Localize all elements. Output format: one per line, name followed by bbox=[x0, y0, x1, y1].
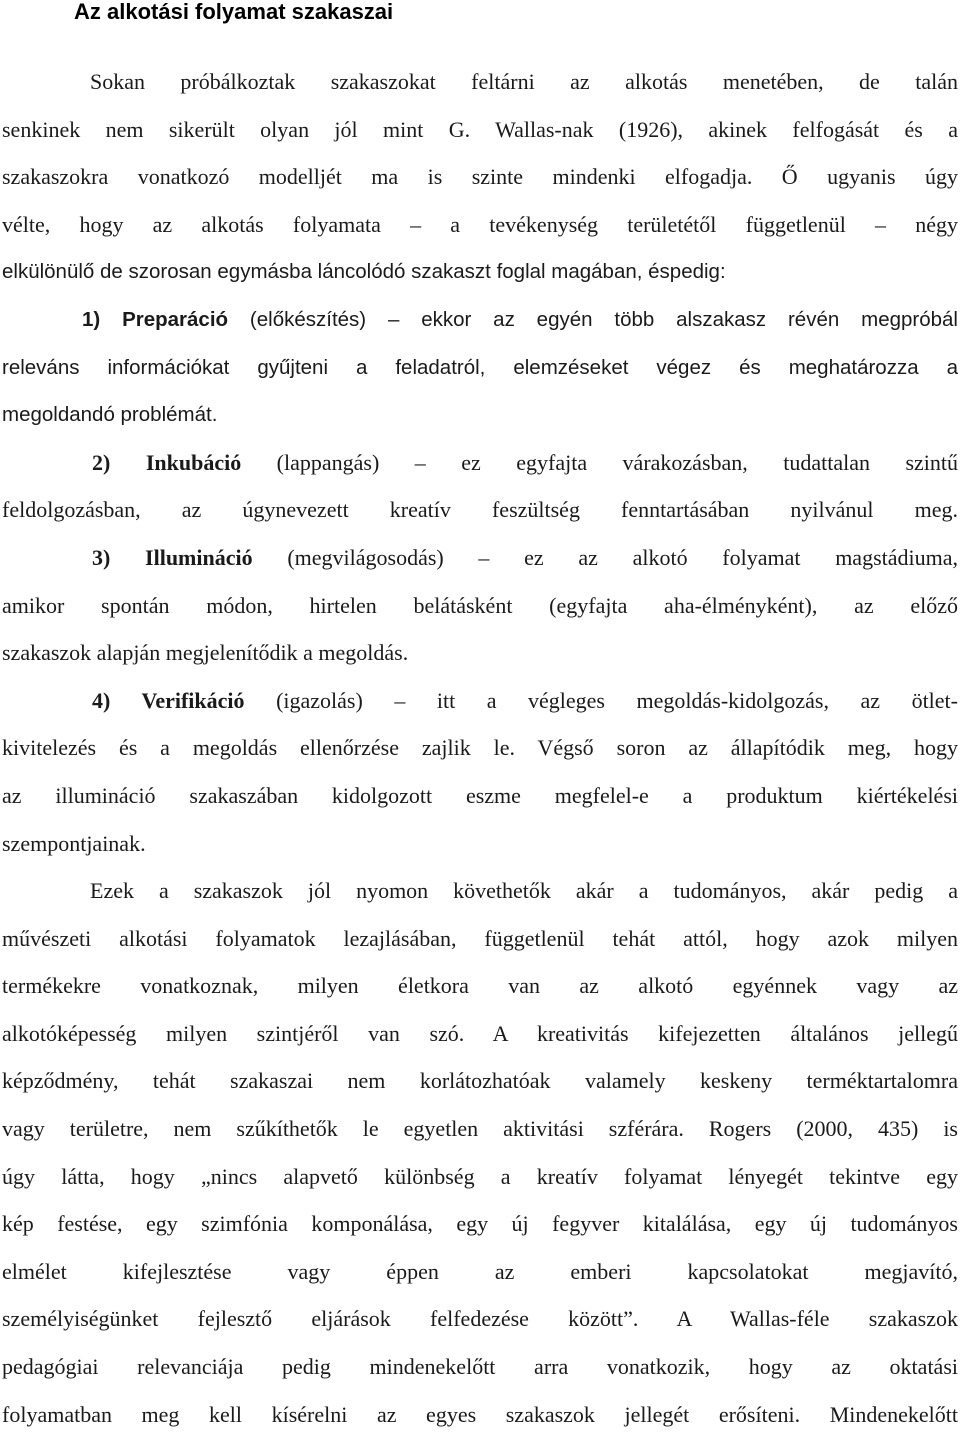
text-line: folyamatban meg kell kísérelni az egyes szakaszok jellegét erősíteni. Mindenekelőtt bbox=[2, 1401, 958, 1427]
text-line: személyiségünket fejlesztő eljárások felfedezése között”. A Wallas-féle szakaszok bbox=[2, 1306, 958, 1332]
stage-4-line bbox=[2, 677, 958, 725]
stage-1-term: Preparáció bbox=[122, 307, 229, 331]
text-line: szakaszokra vonatkozó modelljét ma is szinte mindenki elfogadja. Ő ugyanis úgy bbox=[2, 164, 958, 190]
text-line: releváns információkat gyűjteni a feladatról, elemzéseket végez és meghatározza a bbox=[2, 355, 958, 379]
text-line: vagy területre, nem szűkíthetők le egyetlen aktivitási szférára. Rogers (2000, 435) is bbox=[2, 1116, 958, 1142]
stage-1-number: 1) bbox=[82, 307, 123, 331]
stage-2-description: (lappangás) – ez egyfajta várakozásban, tudattalan szintű bbox=[241, 449, 959, 475]
text-line: kivitelezés és a megoldás ellenőrzése zajlik le. Végső soron az állapítódik meg, hogy bbox=[2, 735, 958, 761]
text-line: megoldandó problémát. bbox=[2, 403, 218, 427]
text-line: elmélet kifejlesztése vagy éppen az emberi kapcsolatokat megjavító, bbox=[2, 1258, 958, 1284]
text-line: Ezek a szakaszok jól nyomon követhetők akár a tudományos, akár pedig a bbox=[90, 878, 958, 904]
stage-3-description: (megvilágosodás) – ez az alkotó folyamat magstádiuma, bbox=[252, 544, 958, 570]
stage-3-term: Illumináció bbox=[145, 544, 253, 570]
stage-4-number: 4) bbox=[92, 687, 142, 713]
text-line: pedagógiai relevanciája pedig mindenekelőtt arra vonatkozik, hogy az oktatási bbox=[2, 1354, 958, 1380]
text-line: feldolgozásban, az úgynevezett kreatív feszültség fenntartásában nyilvánul meg. bbox=[2, 497, 958, 523]
stage-3-line bbox=[2, 534, 958, 582]
text-line: kép festése, egy szimfónia komponálása, egy új fegyver kitalálása, egy új tudományos bbox=[2, 1211, 958, 1237]
text-line: amikor spontán módon, hirtelen belátásként (egyfajta aha-élményként), az előző bbox=[2, 592, 958, 618]
text-line: szakaszok alapján megjelenítődik a megoldás. bbox=[2, 640, 409, 666]
text-line: termékekre vonatkoznak, milyen életkora van az alkotó egyénnek vagy az bbox=[2, 973, 958, 999]
text-line: alkotóképesség milyen szintjéről van szó. A kreativitás kifejezetten általános jellegű bbox=[2, 1020, 958, 1046]
section-heading: Az alkotási folyamat szakaszai bbox=[74, 0, 394, 24]
text-line: senkinek nem sikerült olyan jól mint G. Wallas-nak (1926), akinek felfogását és a bbox=[2, 116, 958, 142]
text-line: vélte, hogy az alkotás folyamata – a tevékenység területétől függetlenül – négy bbox=[2, 211, 958, 237]
stage-2-number: 2) bbox=[92, 449, 146, 475]
stage-1-line bbox=[2, 296, 958, 344]
text-line: képződmény, tehát szakaszai nem korlátozhatóak valamely keskeny terméktartalomra bbox=[2, 1068, 958, 1094]
stage-3-number: 3) bbox=[92, 544, 146, 570]
body-text bbox=[2, 58, 958, 1438]
text-line: Sokan próbálkoztak szakaszokat feltárni az alkotás menetében, de talán bbox=[90, 69, 958, 94]
text-line: elkülönülő de szorosan egymásba láncolódó szakaszt foglal magában, éspedig: bbox=[2, 260, 726, 284]
text-line: művészeti alkotási folyamatok lezajlásában, függetlenül tehát attól, hogy azok milyen bbox=[2, 925, 958, 951]
stage-4-description: (igazolás) – itt a végleges megoldás-kidolgozás, az ötlet- bbox=[244, 687, 958, 713]
text-line: az illumináció szakaszában kidolgozott eszme megfelel-e a produktum kiértékelési bbox=[2, 782, 958, 808]
stage-4-term: Verifikáció bbox=[141, 687, 245, 713]
stage-1-description: (előkészítés) – ekkor az egyén több alszakasz révén megpróbál bbox=[228, 307, 958, 331]
text-line: szempontjainak. bbox=[2, 830, 146, 856]
stage-2-line bbox=[2, 439, 958, 487]
stage-2-term: Inkubáció bbox=[145, 449, 242, 475]
text-line: úgy látta, hogy „nincs alapvető különbség a kreatív folyamat lényegét tekintve egy bbox=[2, 1163, 958, 1189]
